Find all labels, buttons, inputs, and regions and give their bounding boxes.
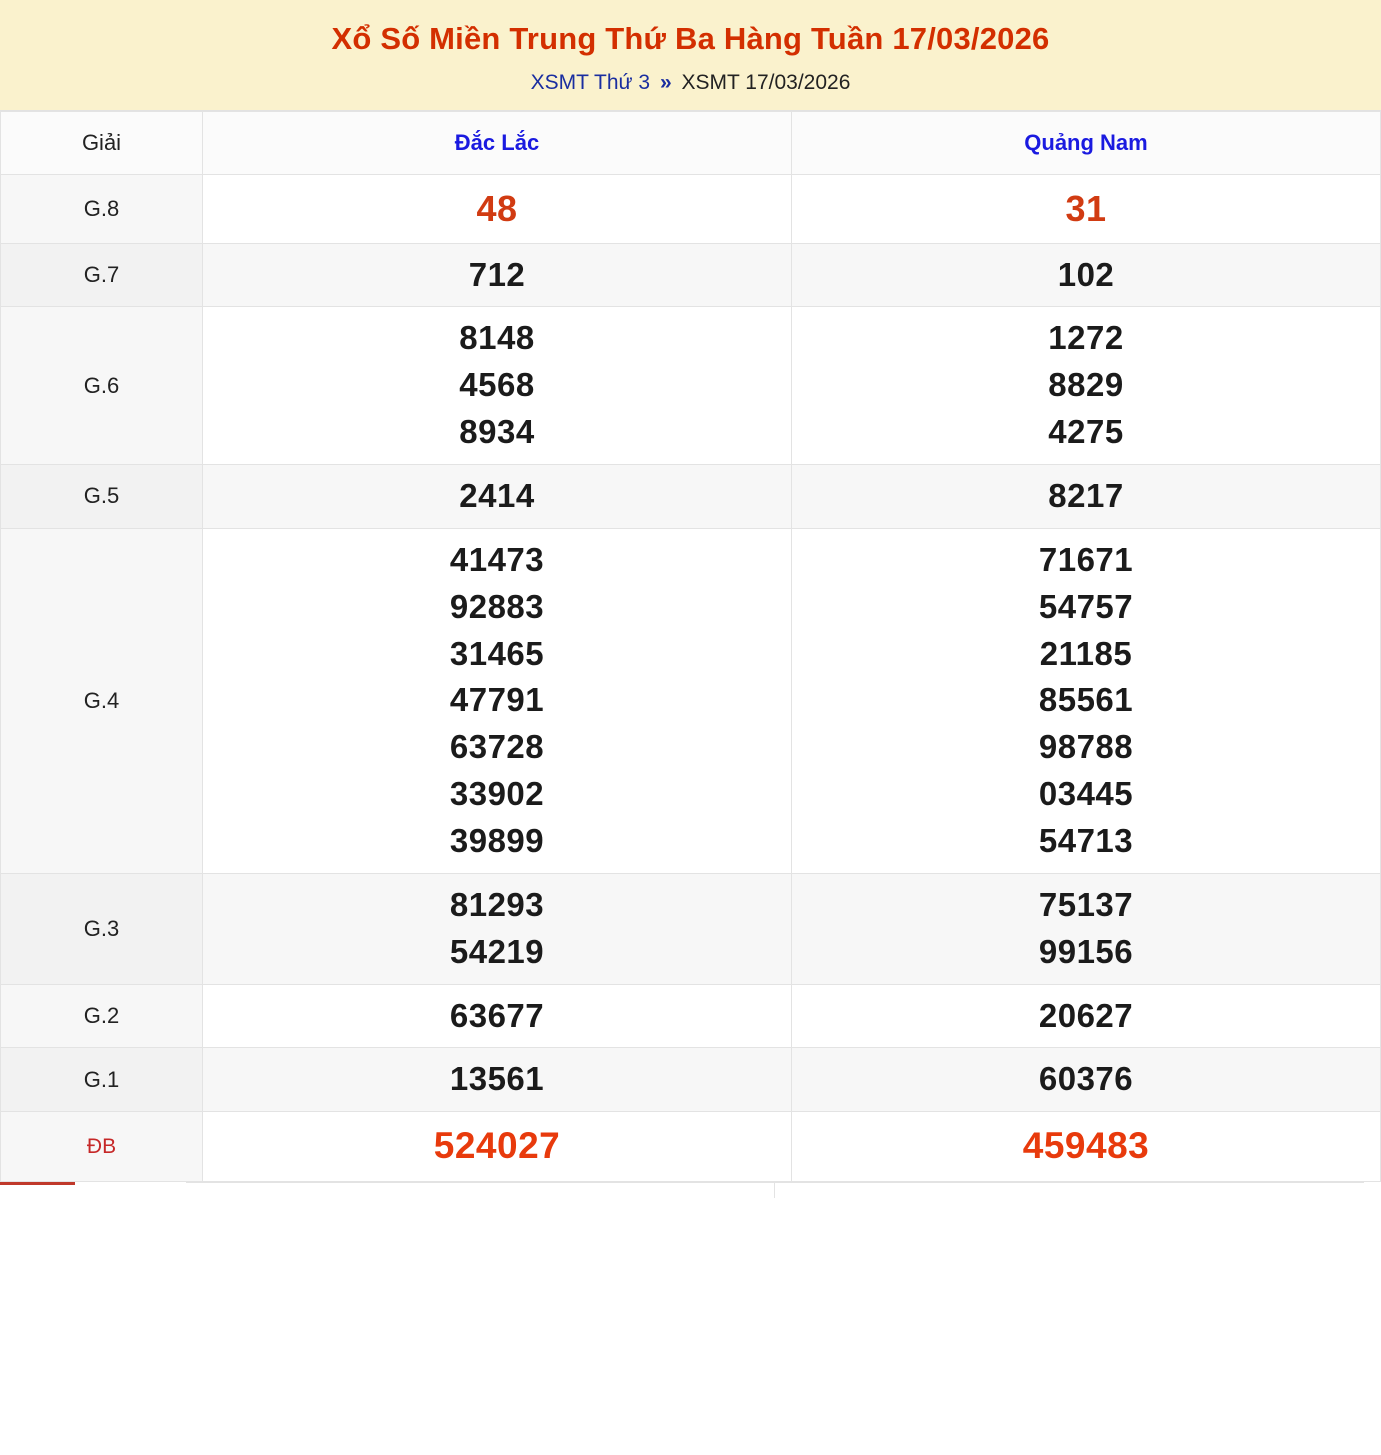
bottom-gap [75,1182,186,1198]
lottery-number: 47791 [449,681,545,719]
lottery-number: 8934 [459,413,535,451]
prize-numbers-quang-nam [792,528,1381,873]
table-row [1,984,1381,1048]
lottery-number: 459483 [1022,1125,1150,1167]
prize-numbers-dac-lac [203,1112,792,1182]
column-header-quang-nam[interactable]: Quảng Nam [792,112,1381,175]
lottery-number: 8148 [459,319,535,357]
lottery-number: 54713 [1038,822,1134,860]
prize-label: ĐB [1,1112,203,1182]
prize-numbers-quang-nam [792,873,1381,984]
lottery-number: 2414 [459,477,535,515]
table-row [1,175,1381,243]
prize-numbers-dac-lac [203,175,792,243]
lottery-number: 60376 [1038,1060,1134,1098]
table-row [1,528,1381,873]
lottery-number: 54757 [1038,587,1134,625]
lottery-number: 75137 [1038,885,1134,923]
prize-label: G.1 [1,1048,203,1112]
bottom-cell-dac-lac [186,1182,775,1198]
lottery-number: 21185 [1039,634,1133,672]
lottery-number: 92883 [449,587,545,625]
prize-label: G.7 [1,243,203,307]
table-row [1,873,1381,984]
lottery-number: 8217 [1048,477,1124,515]
page-title: Xổ Số Miền Trung Thứ Ba Hàng Tuần 17/03/2026 [331,21,1050,56]
lottery-number: 13561 [449,1060,545,1098]
prize-numbers-dac-lac [203,243,792,307]
table-row [1,465,1381,529]
table-row [1,307,1381,465]
breadcrumb-separator: » [659,71,672,95]
lottery-number: 85561 [1038,681,1134,719]
lottery-number: 71671 [1038,540,1134,578]
bottom-cell-quang-nam [775,1182,1364,1198]
prize-numbers-dac-lac [203,307,792,465]
prize-label: G.6 [1,307,203,465]
table-row [1,243,1381,307]
breadcrumb-link-day[interactable]: XSMT Thứ 3 [530,71,651,95]
lottery-results-table [0,111,1381,1181]
lottery-number: 63728 [449,728,545,766]
prize-label: G.5 [1,465,203,529]
lottery-number: 39899 [449,822,545,860]
table-head [1,112,1381,175]
table-row [1,1112,1381,1182]
prize-numbers-quang-nam [792,243,1381,307]
prize-label: G.8 [1,175,203,243]
breadcrumb [0,69,1381,96]
lottery-number: 98788 [1038,728,1134,766]
bottom-accent-bar [0,1182,75,1198]
lottery-number: 31 [1065,188,1107,230]
lottery-number: 1272 [1048,319,1124,357]
lottery-number: 99156 [1038,932,1134,970]
table-body [1,175,1381,1181]
lottery-number: 4275 [1048,413,1124,451]
prize-numbers-quang-nam [792,984,1381,1048]
prize-numbers-dac-lac [203,873,792,984]
lottery-number: 20627 [1038,996,1134,1034]
page-header [0,0,1381,111]
breadcrumb-current: XSMT 17/03/2026 [681,71,851,95]
prize-numbers-quang-nam [792,1112,1381,1182]
lottery-number: 712 [468,255,526,293]
prize-numbers-quang-nam [792,465,1381,529]
lottery-number: 03445 [1038,775,1134,813]
prize-numbers-quang-nam [792,175,1381,243]
lottery-number: 81293 [449,885,545,923]
prize-numbers-dac-lac [203,465,792,529]
table-bottom-edge [0,1182,1381,1198]
lottery-number: 8829 [1048,366,1124,404]
prize-label: G.4 [1,528,203,873]
table-row [1,1048,1381,1112]
lottery-number: 41473 [449,540,545,578]
prize-numbers-dac-lac [203,1048,792,1112]
lottery-number: 48 [476,188,518,230]
lottery-number: 54219 [449,932,545,970]
prize-numbers-dac-lac [203,984,792,1048]
lottery-number: 524027 [433,1125,561,1167]
prize-label: G.2 [1,984,203,1048]
lottery-number: 63677 [449,996,545,1034]
lottery-number: 4568 [459,366,535,404]
prize-label: G.3 [1,873,203,984]
column-header-prize: Giải [1,112,203,175]
column-header-dac-lac[interactable]: Đắc Lắc [203,112,792,175]
lottery-number: 31465 [449,634,545,672]
table-header-row [1,112,1381,175]
prize-numbers-quang-nam [792,307,1381,465]
lottery-number: 33902 [449,775,545,813]
prize-numbers-quang-nam [792,1048,1381,1112]
lottery-number: 102 [1057,255,1115,293]
prize-numbers-dac-lac [203,528,792,873]
